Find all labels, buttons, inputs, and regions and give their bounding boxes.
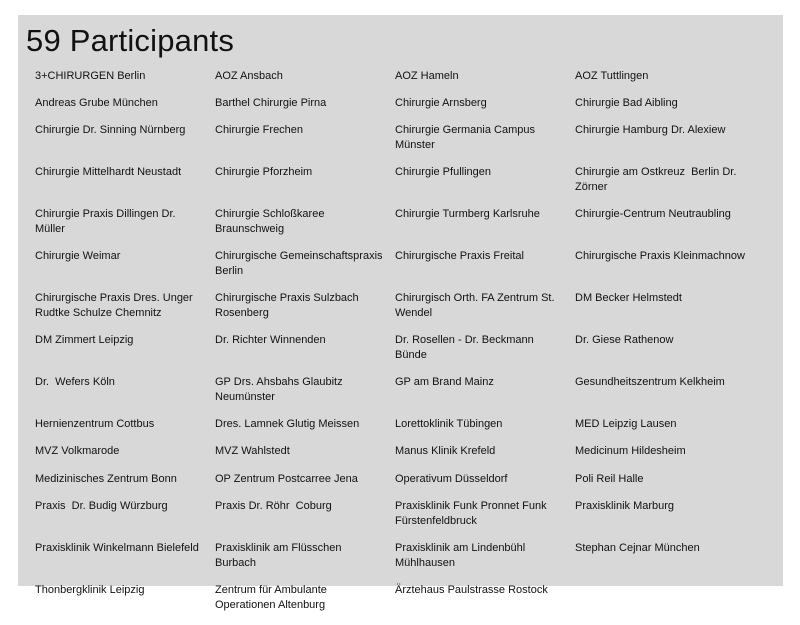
participant-entry: Chirurgie Pforzheim [215, 166, 313, 179]
participant-entry: AOZ Ansbach [215, 70, 283, 82]
participant-entry: Chirurgie Weimar [35, 250, 121, 263]
participant-entry: Chirurgie Dr. Sinning Nürnberg [35, 124, 186, 137]
participant-entry: Chirurgische Praxis Sulzbach Rosenberg [215, 292, 362, 320]
participants-panel [18, 15, 783, 611]
participant-entry: Operativum Düsseldorf [395, 472, 508, 485]
participant-entry: Chirurgie Germania Campus Münster [395, 124, 539, 152]
participant-entry: Ärztehaus Paulstrasse Rostock [395, 583, 548, 596]
participant-entry: Chirurgie Hamburg Dr. Alexiew [575, 124, 726, 137]
participant-entry: MVZ Wahlstedt [215, 445, 290, 458]
participant-entry: DM Zimmert Leipzig [35, 334, 134, 347]
participant-entry: Praxisklinik Funk Pronnet Funk Fürstenfeldbruck [395, 499, 550, 527]
participant-entry: Chirurgie Frechen [215, 124, 304, 137]
participant-entry: Chirurgische Praxis Freital [395, 250, 524, 263]
participant-entry: Zentrum für Ambulante Operationen Altenburg [215, 583, 330, 611]
participant-entry: Praxisklinik am Flüsschen Burbach [215, 541, 345, 569]
participant-entry: MVZ Volkmarode [35, 445, 120, 458]
participant-entry: Poli Reil Halle [575, 472, 644, 485]
participant-entry: Lorettoklinik Tübingen [395, 418, 503, 431]
participant-entry: Chirurgie Bad Aibling [575, 97, 678, 110]
participant-entry: Dr. Richter Winnenden [215, 334, 326, 347]
participant-entry: Medizinisches Zentrum Bonn [35, 472, 177, 485]
participant-entry: Dres. Lamnek Glutig Meissen [215, 418, 360, 431]
participant-entry: Praxisklinik Winkelmann Bielefeld [35, 541, 199, 554]
participant-entry: DM Becker Helmstedt [575, 292, 682, 305]
participant-entry: Manus Klinik Krefeld [395, 445, 496, 458]
participant-entry: Hernienzentrum Cottbus [35, 418, 155, 431]
participant-entry [575, 583, 755, 625]
participant-entry: Dr. Wefers Köln [35, 376, 115, 389]
participant-entry: Chirurgisch Orth. FA Zentrum St. Wendel [395, 292, 558, 320]
participant-entry: Praxis Dr. Röhr Coburg [215, 499, 332, 512]
participant-entry: OP Zentrum Postcarree Jena [215, 472, 358, 485]
participant-entry: Chirurgie Schloßkaree Braunschweig [215, 208, 328, 236]
participant-entry: Chirurgie Arnsberg [395, 97, 487, 110]
participant-entry: Stephan Cejnar München [575, 541, 700, 554]
participant-entry: GP am Brand Mainz [395, 376, 494, 389]
participant-entry: 3+CHIRURGEN Berlin [35, 70, 146, 82]
participant-entry: MED Leipzig Lausen [575, 418, 677, 431]
participant-entry: Chirurgische Praxis Kleinmachnow [575, 250, 745, 263]
page-title: 59 Participants [26, 23, 235, 58]
participant-entry: Praxisklinik am Lindenbühl Mühlhausen [395, 541, 529, 569]
participant-entry: Dr. Rosellen - Dr. Beckmann Bünde [395, 334, 537, 362]
participant-entry: Chirurgie-Centrum Neutraubling [575, 208, 731, 221]
participant-entry: Barthel Chirurgie Pirna [215, 97, 327, 110]
participant-entry: Praxisklinik Marburg [575, 499, 675, 512]
participant-entry: Chirurgische Praxis Dres. Unger Rudtke Schulze Chemnitz [35, 292, 196, 320]
participant-entry: Gesundheitszentrum Kelkheim [575, 376, 725, 389]
participant-entry: Medicinum Hildesheim [575, 445, 686, 458]
participant-entry: Praxis Dr. Budig Würzburg [35, 499, 168, 512]
participant-entry: Chirurgie Pfullingen [395, 166, 491, 179]
participant-entry: Chirurgische Gemeinschaftspraxis Berlin [215, 250, 386, 278]
participant-entry: Chirurgie am Ostkreuz Berlin Dr. Zörner [575, 166, 740, 194]
participant-entry: Chirurgie Turmberg Karlsruhe [395, 208, 540, 221]
participant-entry: Chirurgie Praxis Dillingen Dr. Müller [35, 208, 179, 236]
participant-entry: Chirurgie Mittelhardt Neustadt [35, 166, 182, 179]
participant-entry: AOZ Hameln [395, 70, 459, 82]
participant-entry: Andreas Grube München [35, 97, 158, 110]
participant-entry: GP Drs. Ahsbahs Glaubitz Neumünster [215, 376, 346, 404]
participant-entry: AOZ Tuttlingen [575, 70, 649, 82]
participants-grid [35, 69, 775, 625]
participant-entry: Dr. Giese Rathenow [575, 334, 674, 347]
participant-entry: Thonbergklinik Leipzig [35, 583, 145, 596]
